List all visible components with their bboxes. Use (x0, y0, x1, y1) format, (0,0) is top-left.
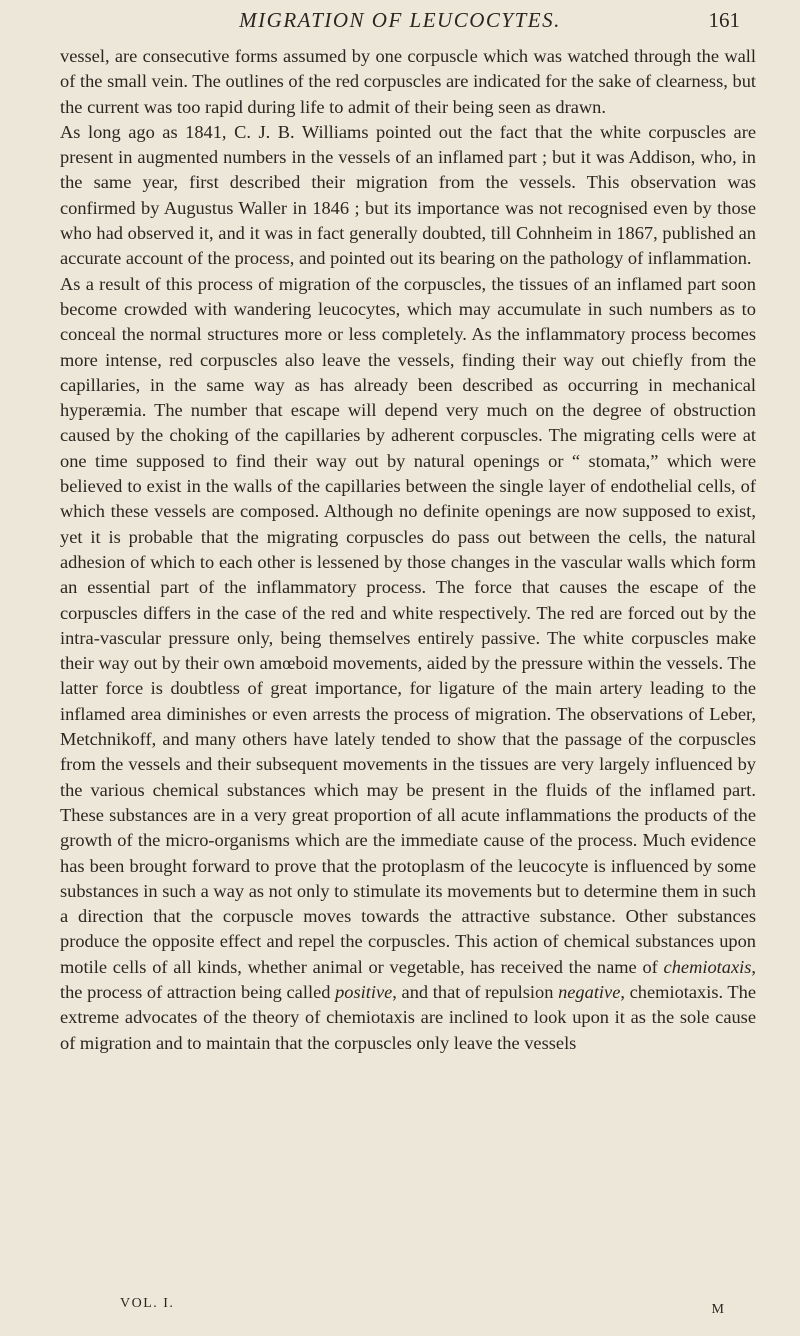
page-footer (60, 1296, 740, 1326)
running-title: MIGRATION OF LEUCOCYTES. (239, 8, 561, 32)
volume-mark: VOL. I. (120, 1296, 175, 1311)
body-text (60, 44, 756, 1056)
paragraph-figure-caption-continuation (60, 44, 756, 120)
paragraph-text: , and that of repulsion (392, 981, 559, 1002)
running-head (60, 8, 740, 38)
page-number: 161 (708, 8, 740, 32)
italic-term-negative: negative (558, 981, 621, 1002)
paragraph-history (60, 120, 756, 272)
paragraph-text: As long ago as 1841, C. J. B. Williams pointed out the fact that the white corpuscles are present in augmented numbers in the vessels of an inflamed part ; but it was Addison, who, in the same year, first described their migration from the vessels. This observation was confirmed by Augustus Waller in 1846 ; but its importance was not recognised even by those who had observed it, and it was in fact generally doubted, till Cohnheim in 1867, published an accurate account of the process, and pointed out its bearing on the pathology of inflammation. (60, 121, 756, 269)
italic-term-chemiotaxis: chemiotaxis (663, 956, 752, 977)
paragraph-text: vessel, are consecutive forms assumed by one corpuscle which was watched through the wall of the small vein. The outlines of the red corpuscles are indicated for the sake of clearness, but the current was too rapid during life to admit of their being seen as drawn. (60, 46, 756, 117)
paragraph-chemiotaxis (60, 272, 756, 1056)
paragraph-text: As a result of this process of migration of the corpuscles, the tissues of an inflamed part soon become crowded with wandering leucocytes, which may accumulate in such numbers as to conceal the normal structures more or less completely. As the inflammatory process becomes more intense, red corpuscles also leave the vessels, finding their way out chiefly from the capillaries, in the same way as has already been described as occurring in mechanical hyperæmia. The number that escape will depend very much on the degree of obstruction caused by the choking of the capillaries by adherent corpuscles. The migrating cells were at one time supposed to find their way out by natural openings or “ stomata,” which were believed to exist in the walls of the capillaries between the single layer of endothelial cells, of which these vessels are composed. Although no definite openings are now supposed to exist, yet it is probable that the migrating corpuscles do pass out between the cells, the natural adhesion of which to each other is lessened by those changes in the vascular walls which form an essential part of the inflammatory process. The force that causes the escape of the corpuscles differs in the case of the red and white respectively. The red are forced out by the intra-vascular pressure only, being themselves entirely passive. The white corpuscles make their way out by their own amœboid movements, aided by the pressure within the vessels. The latter force is doubtless of great importance, for ligature of the main artery leading to the inflamed area diminishes or even arrests the process of migration. The observations of Leber, Metchnikoff, and many others have lately tended to show that the passage of the corpuscles from the vessels and their subsequent movements in the tissues are very largely influenced by the various chemical substances which may be present in the fluids of the inflamed part. These substances are in a very great proportion of all acute inflammations the products of the growth of the micro-organisms which are the immediate cause of the process. Much evidence has been brought forward to prove that the protoplasm of the leucocyte is influenced by some substances in such a way as not only to stimulate its movements but to determine them in such a direction that the corpuscle moves towards the attractive substance. Other substances produce the opposite effect and repel the corpuscles. This action of chemical substances upon motile cells of all kinds, whether animal or vegetable, has received the name of (60, 273, 756, 977)
paragraph-text: , chemiotaxis. The extreme advocates of the theory of chemiotaxis are inclined to look upon it as the sole cause of migration and to maintain that the corpuscles only leave the vessels (60, 981, 757, 1053)
italic-term-positive: positive (335, 981, 393, 1002)
paragraph-text: , the process of attraction being called (60, 956, 756, 1002)
signature-mark: M (711, 1302, 725, 1317)
